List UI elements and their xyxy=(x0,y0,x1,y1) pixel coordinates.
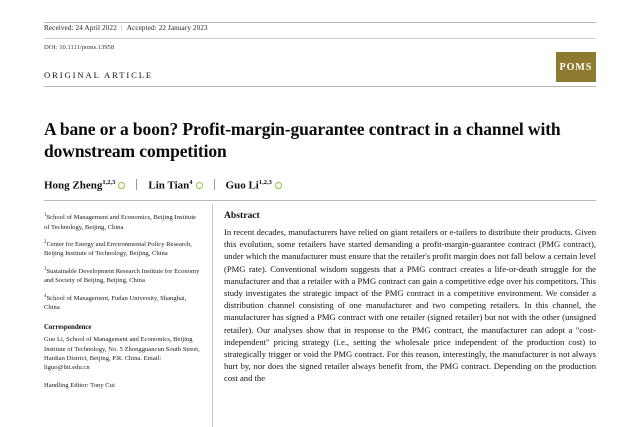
affiliation-text: Sustainable Development Research Institute for Economy and Society of Beijing, Beijing, China xyxy=(44,268,200,285)
author-item[interactable] xyxy=(44,179,125,192)
affiliation-item xyxy=(44,239,202,259)
orcid-icon[interactable] xyxy=(275,182,282,189)
affiliation-marker: 1 xyxy=(44,213,47,218)
received-date: Received: 24 April 2022 xyxy=(44,24,117,32)
handling-editor-name: Tony Cui xyxy=(90,381,115,389)
accepted-date: Accepted: 22 January 2023 xyxy=(126,24,208,32)
column-divider xyxy=(212,204,213,427)
handling-editor-label: Handling Editor: xyxy=(44,381,89,389)
abstract-heading: Abstract xyxy=(224,210,260,221)
affiliation-item xyxy=(44,212,202,232)
doi-line[interactable]: DOI: 10.1111/poms.13958 xyxy=(44,44,115,51)
author-affiliation-marker: 1,2,3 xyxy=(258,179,272,187)
header-divider-bottom xyxy=(44,38,596,39)
journal-logo-badge: POMS xyxy=(556,52,596,82)
correspondence-heading: Correspondence xyxy=(44,323,92,331)
history-separator: | xyxy=(120,24,123,32)
author-list xyxy=(44,178,596,192)
author-name: Hong Zheng xyxy=(44,180,103,192)
affiliation-item xyxy=(44,266,202,286)
article-history xyxy=(44,24,208,32)
author-divider xyxy=(214,179,215,190)
affiliation-text: School of Management, Fudan University, Shanghai, China xyxy=(44,294,187,312)
handling-editor xyxy=(44,381,202,390)
author-name: Lin Tian xyxy=(148,180,190,192)
article-type-label: ORIGINAL ARTICLE xyxy=(44,70,154,80)
author-name: Guo Li xyxy=(225,180,259,192)
affiliation-text: School of Management and Economics, Beijing Institute of Technology, Beijing, China xyxy=(44,214,197,231)
page-title: A bane or a boon? Profit-margin-guarantee contract in a channel with downstream competition xyxy=(44,118,561,162)
author-divider-rule xyxy=(44,200,596,201)
affiliation-marker: 4 xyxy=(44,293,47,299)
affiliation-marker: 2 xyxy=(44,239,47,245)
orcid-icon[interactable] xyxy=(118,182,125,189)
email-address[interactable]: liguo@bit.edu.cn xyxy=(44,364,90,372)
header-divider-top xyxy=(44,22,596,23)
correspondence-address: Guo Li, School of Management and Economics, Beijing Institute of Technology, No. 5 Zhongguancun South Street, Haidian District, Beijing, P.R. China. xyxy=(44,336,200,362)
orcid-icon[interactable] xyxy=(196,182,203,189)
affiliation-item xyxy=(44,293,202,313)
abstract-column xyxy=(224,210,596,427)
affiliation-marker: 3 xyxy=(44,266,47,272)
author-divider xyxy=(136,179,137,190)
correspondence-body xyxy=(44,335,202,372)
abstract-text: In recent decades, manufacturers have relied on giant retailers or e-tailers to distribute their products. Given this evolution, some retailers have started demanding a profit-margin-guarantee contract (PMG contract), under which the manufacturer must ensure that the retailer's profit margin does not fall below a certain level (PMG rate). Conventional wisdom suggests that a PMG contract creates a life-or-death struggle for the manufacturer and that a retailer with a PMG contract can gain a competitive edge over his competitors. This study investigates the strategic impact of the PMG contract in a competitive environment. We consider a distribution channel consisting of one manufacturer and two competing retailers. In this channel, the manufacturer has signed a PMG contract with one retailer (signed retailer) but not with the other (unsigned retailer). Our analyses show that in response to the PMG contract, the manufacturer can adopt a "cost-independent" pricing strategy (i.e., setting the wholesale price independent of the production cost) to strategically trigger or void the PMG contract. For this reason, interestingly, the manufacturer is not always hurt by, nor does the signed retailer always benefit from, the PMG contract. Depending on the production cost and the xyxy=(224,227,596,384)
affiliations-column xyxy=(44,212,202,390)
affiliation-text: Center for Energy and Environmental Policy Research, Beijing Institute of Technology, Beijing, China xyxy=(44,241,192,258)
article-type-divider xyxy=(44,86,596,87)
author-affiliation-marker: 1,2,3 xyxy=(102,179,116,187)
author-affiliation-marker: 4 xyxy=(189,179,193,187)
author-item[interactable] xyxy=(148,179,202,192)
author-item[interactable] xyxy=(226,179,282,192)
email-label: Email: xyxy=(143,354,162,362)
